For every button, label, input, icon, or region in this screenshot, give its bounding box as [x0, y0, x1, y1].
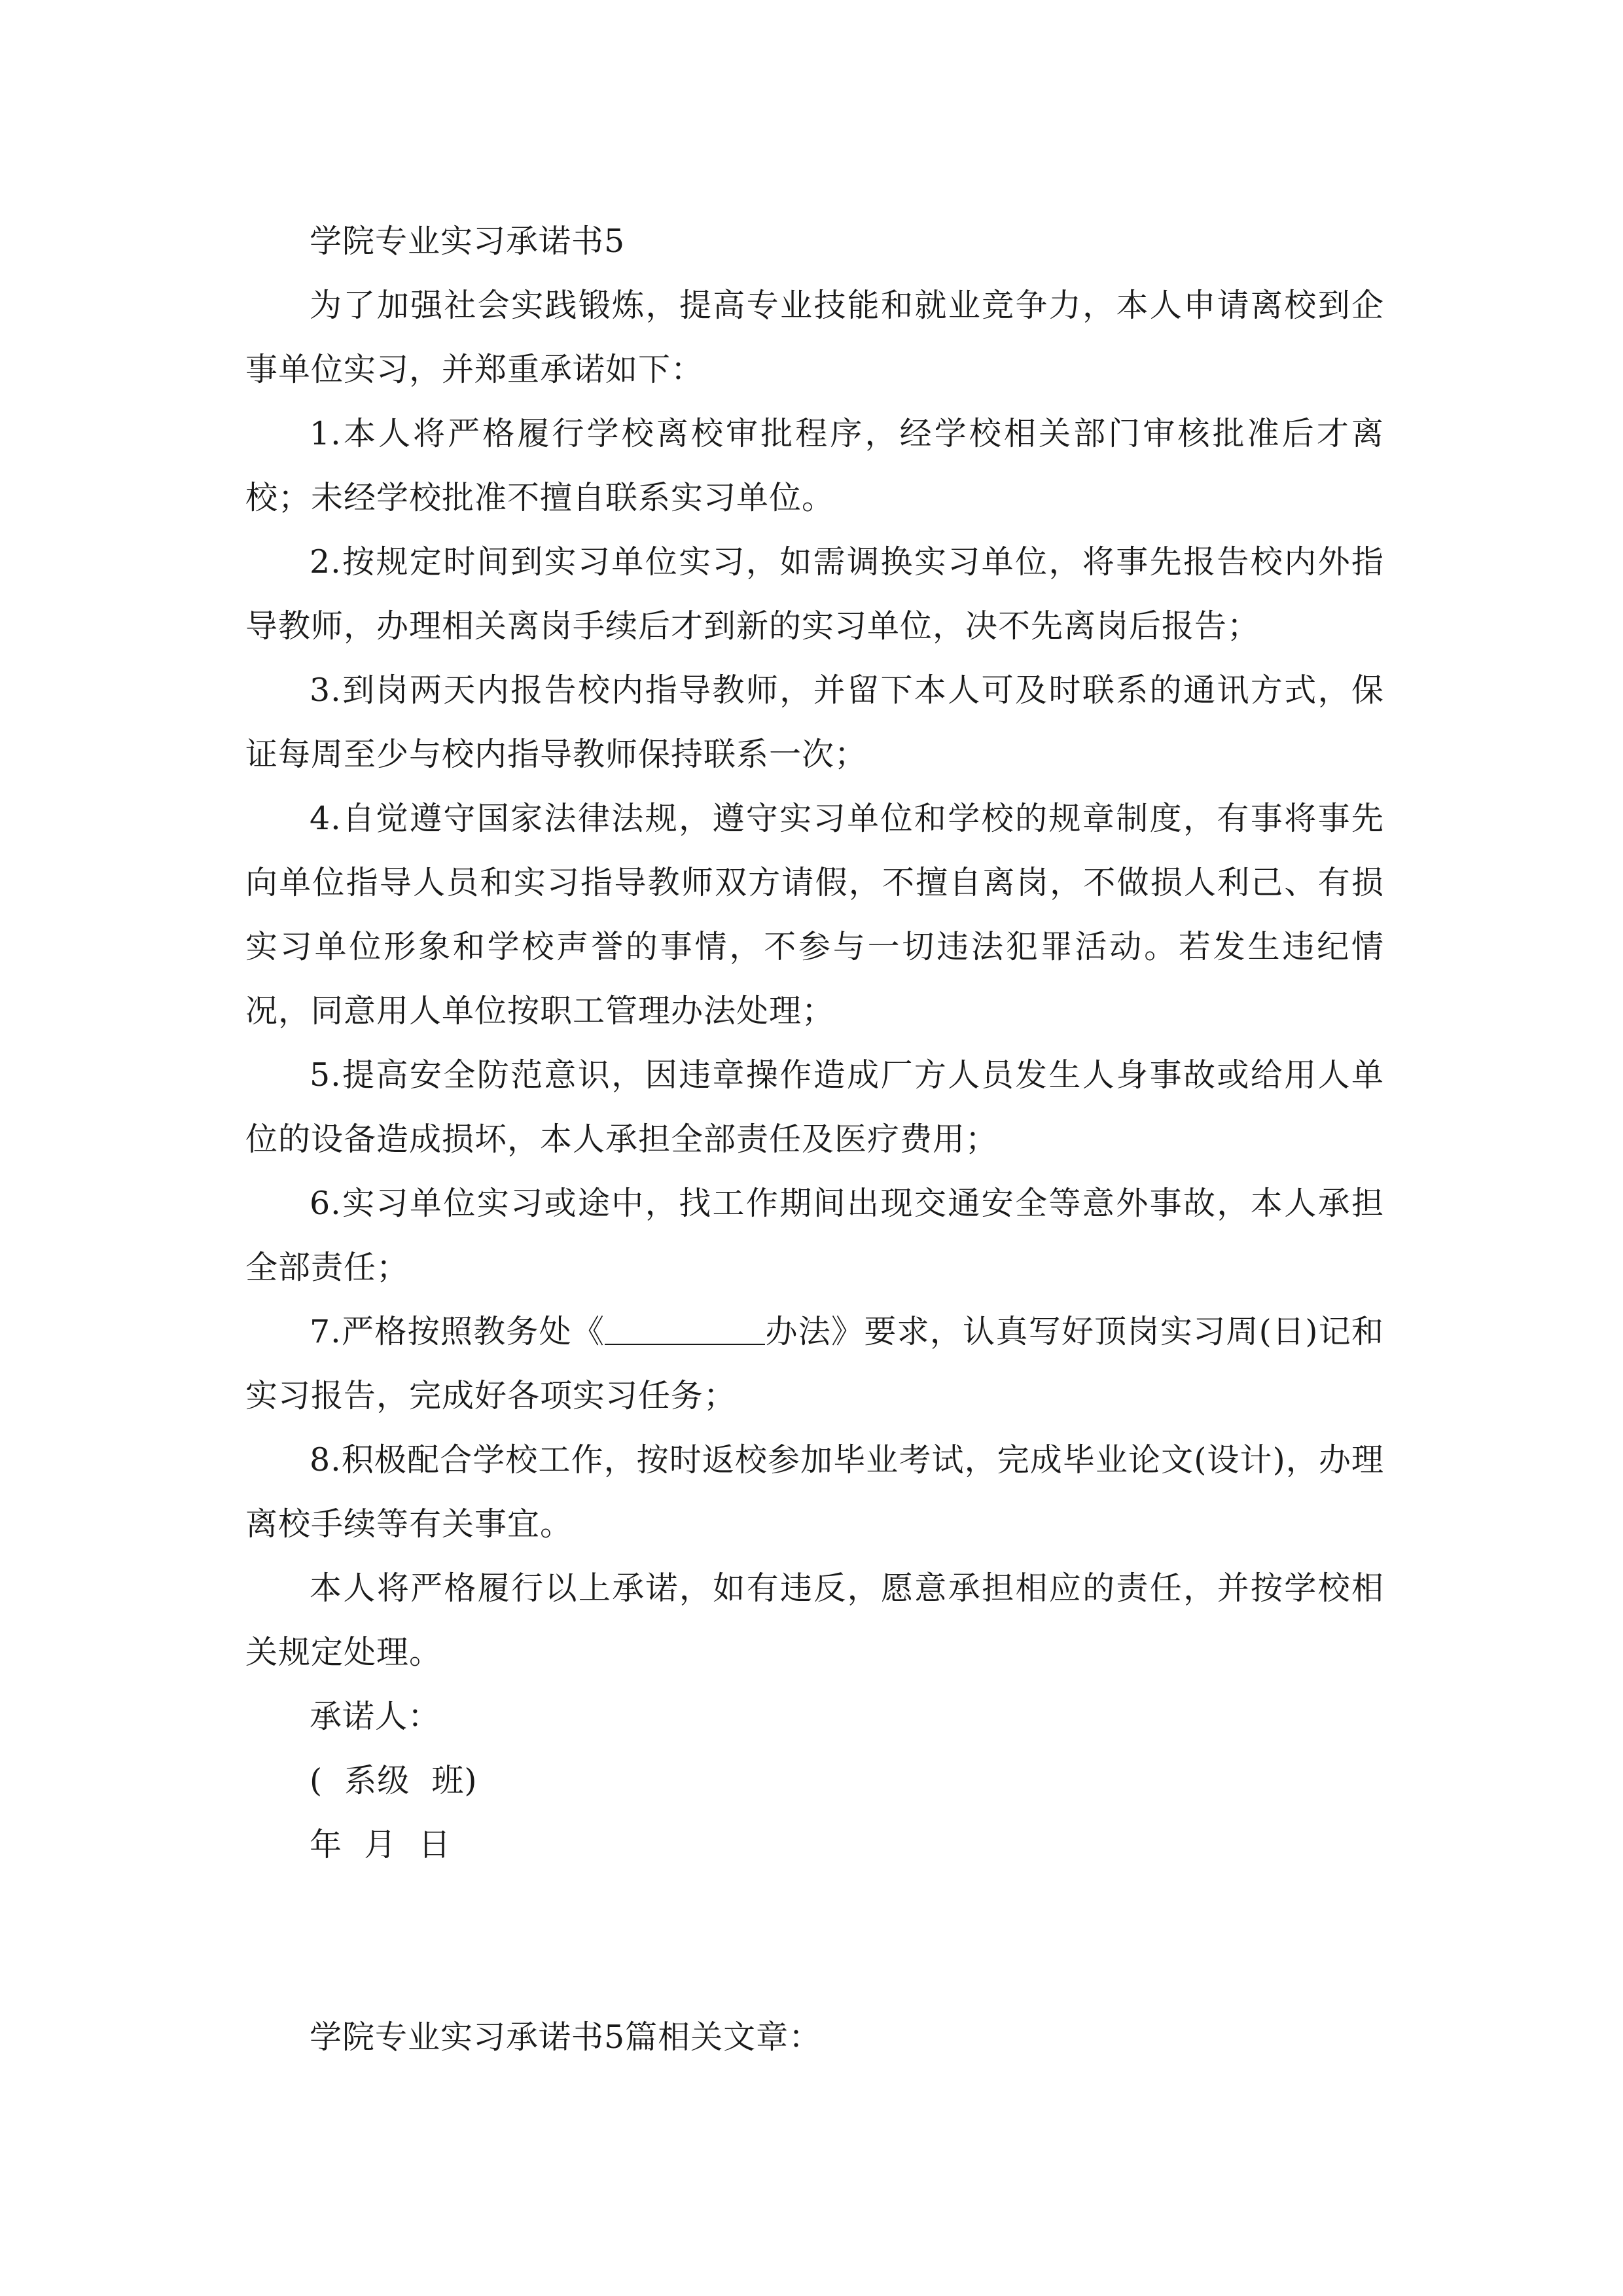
related-articles-heading: 学院专业实习承诺书5篇相关文章： [310, 2018, 822, 2056]
item-7-after: 办法》要求，认真写好顶岗实习周(日)记和实习报告，完成好各项实习任务； [245, 1313, 1384, 1414]
spacer [245, 1877, 1384, 2005]
date-line: 年 月 日 [310, 1826, 452, 1863]
fill-in-blank [605, 1318, 765, 1345]
document-body [245, 209, 1384, 2070]
signer-label: 承诺人： [310, 1698, 441, 1735]
commitment-item-7 [245, 1300, 1384, 1428]
intro-paragraph: 为了加强社会实践锻炼，提高专业技能和就业竞争力，本人申请离校到企事单位实习，并郑重承诺如下： [245, 287, 1384, 388]
commitment-item-8: 8.积极配合学校工作，按时返校参加毕业考试，完成毕业论文(设计)，办理离校手续等有关事宜。 [245, 1441, 1384, 1543]
commitment-item-6: 6.实习单位实习或途中，找工作期间出现交通安全等意外事故，本人承担全部责任； [245, 1185, 1384, 1286]
commitment-item-1: 1.本人将严格履行学校离校审批程序，经学校相关部门审核批准后才离校；未经学校批准不擅自联系实习单位。 [245, 415, 1384, 516]
commitment-item-3: 3.到岗两天内报告校内指导教师，并留下本人可及时联系的通讯方式，保证每周至少与校内指导教师保持联系一次； [245, 672, 1384, 773]
commitment-item-2: 2.按规定时间到实习单位实习，如需调换实习单位，将事先报告校内外指导教师，办理相关离岗手续后才到新的实习单位，决不先离岗后报告； [245, 543, 1384, 645]
commitment-item-5: 5.提高安全防范意识，因违章操作造成厂方人员发生人身事故或给用人单位的设备造成损坏，本人承担全部责任及医疗费用； [245, 1056, 1384, 1158]
commitment-item-4: 4.自觉遵守国家法律法规，遵守实习单位和学校的规章制度，有事将事先向单位指导人员和实习指导教师双方请假，不擅自离岗，不做损人利己、有损实习单位形象和学校声誉的事情，不参与一切违法犯罪活动。若发生违纪情况，同意用人单位按职工管理办法处理； [245, 800, 1384, 1030]
closing-paragraph: 本人将严格履行以上承诺，如有违反，愿意承担相应的责任，并按学校相关规定处理。 [245, 1570, 1384, 1671]
document-title: 学院专业实习承诺书5 [310, 223, 626, 260]
class-line: ( 系级 班) [310, 1762, 478, 1799]
item-7-before: 7.严格按照教务处《 [310, 1313, 605, 1350]
